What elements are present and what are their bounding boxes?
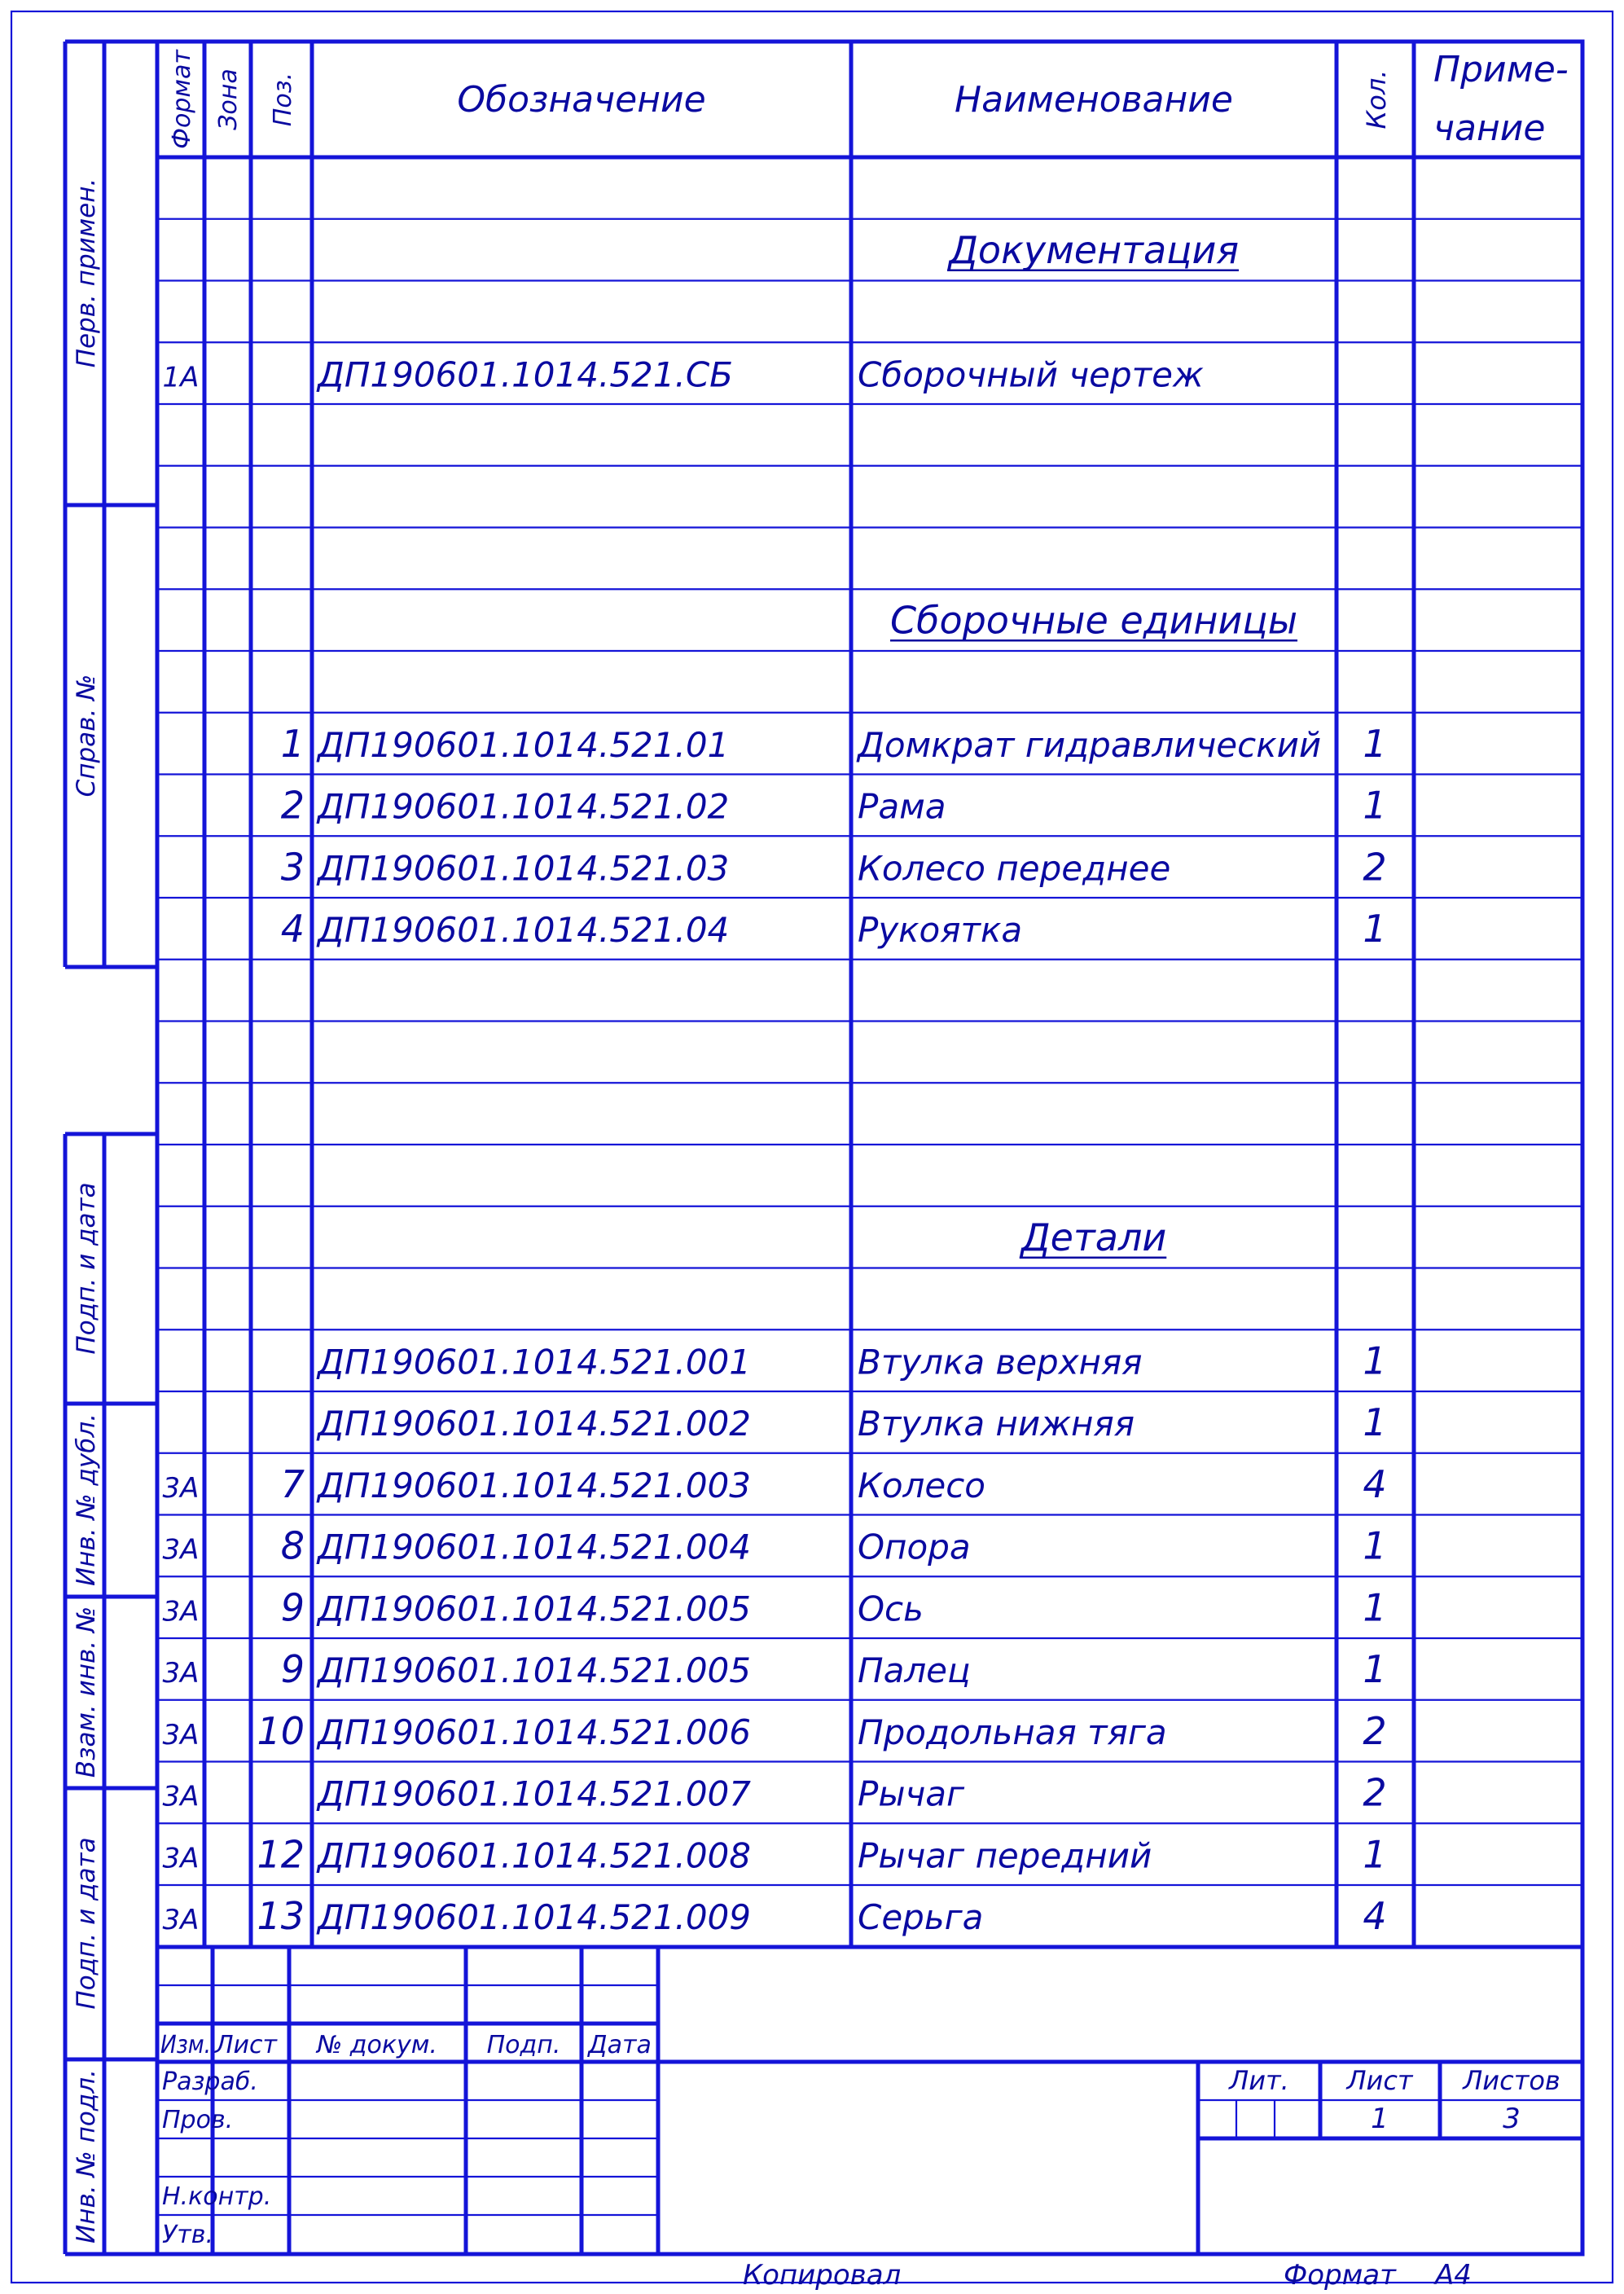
row-poz: 13 <box>257 1894 305 1938</box>
tb-prov: Пров. <box>162 2106 234 2134</box>
tb-list: Лист <box>215 2031 278 2059</box>
tb-izm: Изм. <box>160 2031 211 2059</box>
table-row <box>1020 1215 1167 1259</box>
row-format: 3А <box>162 1780 200 1813</box>
row-kol: 1 <box>1363 907 1387 951</box>
row-oboznachenie: ДП190601.1014.521.003 <box>318 1465 751 1505</box>
row-format: 3А <box>162 1533 200 1567</box>
table-row <box>163 1524 1387 1568</box>
table-row <box>163 1647 1387 1691</box>
table-row <box>281 907 1387 951</box>
table-row <box>163 1832 1387 1876</box>
side-label-inv-dubl: Инв. № дубл. <box>72 1413 101 1587</box>
row-oboznachenie: ДП190601.1014.521.01 <box>318 724 730 765</box>
section-heading: Документация <box>948 227 1240 272</box>
header-kol: Кол. <box>1361 69 1392 130</box>
tb-utv: Утв. <box>162 2221 213 2249</box>
row-oboznachenie: ДП190601.1014.521.СБ <box>318 354 733 395</box>
table-row <box>890 598 1297 642</box>
row-oboznachenie: ДП190601.1014.521.001 <box>318 1342 751 1382</box>
row-naimenovanie: Ось <box>858 1589 924 1629</box>
row-naimenovanie: Опора <box>858 1527 971 1567</box>
row-oboznachenie: ДП190601.1014.521.007 <box>318 1773 751 1814</box>
table-row <box>163 1462 1387 1506</box>
side-label-sprav-no: Справ. № <box>72 674 101 798</box>
row-naimenovanie: Палец <box>858 1650 971 1690</box>
row-poz: 9 <box>280 1585 305 1630</box>
header-naimenovanie: Наименование <box>955 79 1233 121</box>
row-naimenovanie: Рычаг <box>858 1773 965 1814</box>
row-format: 1А <box>162 361 200 394</box>
section-heading: Детали <box>1020 1215 1167 1259</box>
sheet-footer <box>743 2259 1472 2292</box>
row-naimenovanie: Колесо переднее <box>858 848 1171 889</box>
row-format: 3А <box>162 1657 200 1690</box>
row-oboznachenie: ДП190601.1014.521.008 <box>318 1835 751 1876</box>
side-label-perv-primen: Перв. примен. <box>72 178 101 368</box>
footer-format-label: Формат <box>1284 2259 1396 2292</box>
table-row <box>281 784 1387 828</box>
tb-podp: Подп. <box>486 2031 561 2059</box>
row-poz: 7 <box>280 1461 305 1506</box>
row-kol: 1 <box>1363 1647 1387 1691</box>
row-naimenovanie: Серьга <box>858 1897 984 1937</box>
row-poz: 12 <box>257 1832 305 1877</box>
row-kol: 1 <box>1363 1338 1387 1383</box>
row-kol: 1 <box>1363 1585 1387 1630</box>
row-format: 3А <box>162 1471 200 1505</box>
row-naimenovanie: Продольная тяга <box>858 1712 1167 1752</box>
side-label-inv-podl: Инв. № подл. <box>72 2069 101 2243</box>
tb-lit: Лит. <box>1229 2065 1289 2096</box>
row-poz: 3 <box>280 845 305 890</box>
footer-kopiroval: Копировал <box>743 2259 902 2292</box>
row-oboznachenie: ДП190601.1014.521.002 <box>318 1404 751 1444</box>
tb-listov-value: 3 <box>1503 2103 1521 2135</box>
tb-list-value: 1 <box>1371 2103 1389 2135</box>
row-poz: 10 <box>257 1708 305 1753</box>
row-kol: 2 <box>1363 1708 1387 1753</box>
header-primechanie-line1: Приме- <box>1433 49 1569 90</box>
row-naimenovanie: Втулка нижняя <box>858 1404 1135 1444</box>
row-poz: 1 <box>280 721 305 766</box>
row-format: 3А <box>162 1904 200 1936</box>
table-row <box>163 1709 1387 1753</box>
section-heading: Сборочные единицы <box>889 598 1298 643</box>
tb-list-label: Лист <box>1346 2065 1413 2096</box>
row-kol: 1 <box>1363 721 1387 766</box>
row-kol: 4 <box>1363 1894 1387 1938</box>
tb-data: Дата <box>588 2031 652 2059</box>
side-label-podp-data-1: Подп. и дата <box>72 1182 101 1355</box>
header-format: Формат <box>168 50 196 149</box>
row-oboznachenie: ДП190601.1014.521.04 <box>318 910 730 950</box>
side-label-podp-data-2: Подп. и дата <box>72 1837 101 2010</box>
row-poz: 9 <box>280 1647 305 1691</box>
row-format: 3А <box>162 1842 200 1875</box>
row-poz: 8 <box>280 1523 305 1568</box>
spec-table-header <box>168 49 1569 149</box>
row-naimenovanie: Рама <box>858 786 946 827</box>
row-oboznachenie: ДП190601.1014.521.006 <box>318 1712 751 1752</box>
header-poz: Поз. <box>269 72 297 127</box>
table-row <box>163 1894 1387 1938</box>
table-row <box>281 722 1387 766</box>
tb-listov-label: Листов <box>1463 2065 1560 2096</box>
title-block <box>157 1947 1582 2254</box>
table-row <box>947 228 1239 272</box>
row-kol: 1 <box>1363 1400 1387 1444</box>
row-oboznachenie: ДП190601.1014.521.005 <box>318 1589 751 1629</box>
tb-razrab: Разраб. <box>162 2068 258 2096</box>
table-row <box>163 1585 1387 1629</box>
row-naimenovanie: Колесо <box>858 1465 985 1505</box>
row-oboznachenie: ДП190601.1014.521.009 <box>318 1897 751 1937</box>
row-kol: 1 <box>1363 1523 1387 1568</box>
row-naimenovanie: Домкрат гидравлический <box>858 724 1322 765</box>
table-row <box>163 354 1204 394</box>
footer-format-value: А4 <box>1435 2259 1472 2292</box>
row-kol: 2 <box>1363 845 1387 890</box>
row-kol: 1 <box>1363 1832 1387 1877</box>
row-oboznachenie: ДП190601.1014.521.004 <box>318 1527 751 1567</box>
row-poz: 2 <box>280 783 305 828</box>
row-kol: 2 <box>1363 1770 1387 1815</box>
side-stamp <box>65 42 157 2254</box>
row-oboznachenie: ДП190601.1014.521.02 <box>318 786 730 827</box>
row-naimenovanie: Рычаг передний <box>858 1835 1152 1876</box>
tb-no-dokum: № докум. <box>317 2031 437 2059</box>
header-zona: Зона <box>214 68 243 130</box>
row-format: 3А <box>162 1595 200 1628</box>
table-row <box>281 845 1387 889</box>
row-oboznachenie: ДП190601.1014.521.03 <box>318 848 730 889</box>
row-naimenovanie: Рукоятка <box>858 910 1023 950</box>
table-row <box>163 1771 1387 1815</box>
row-format: 3А <box>162 1718 200 1751</box>
side-label-vzam-inv: Взам. инв. № <box>72 1606 101 1778</box>
row-oboznachenie: ДП190601.1014.521.005 <box>318 1650 751 1690</box>
tb-n-kontr: Н.контр. <box>162 2182 272 2211</box>
row-naimenovanie: Втулка верхняя <box>858 1342 1143 1382</box>
row-kol: 4 <box>1363 1461 1387 1506</box>
row-kol: 1 <box>1363 783 1387 828</box>
header-oboznachenie: Обозначение <box>457 79 706 121</box>
row-poz: 4 <box>280 907 305 951</box>
header-primechanie-line2: чание <box>1433 108 1546 149</box>
row-naimenovanie: Сборочный чертеж <box>858 354 1204 395</box>
